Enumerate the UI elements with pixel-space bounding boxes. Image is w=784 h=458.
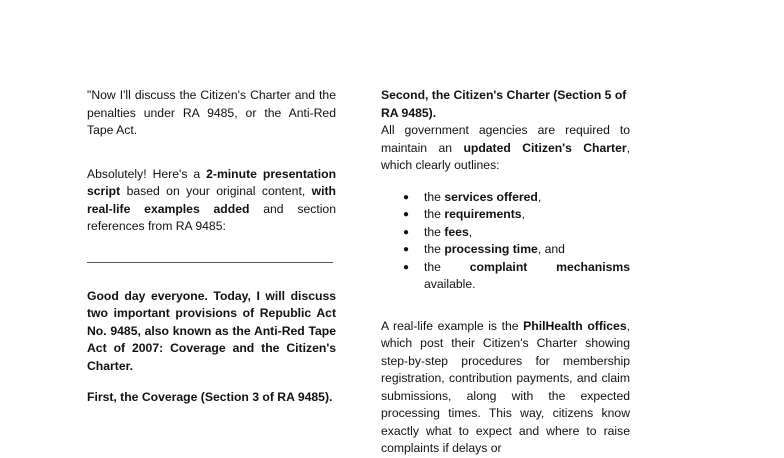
horizontal-divider <box>87 262 333 263</box>
list-item: ● the fees, <box>381 224 630 242</box>
right-column <box>381 87 630 458</box>
left-column <box>87 87 336 407</box>
list-item: ● the processing time, and <box>381 241 630 259</box>
coverage-heading: First, the Coverage (Section 3 of RA 9485). <box>87 390 333 404</box>
intro-paragraph: "Now I'll discuss the Citizen's Charter and the penalties under RA 9485, or the Anti-Red Tape Act. <box>87 88 336 137</box>
example-paragraph: A real-life example is the PhilHealth offices, which post their Citizen's Charter showing step-by-step procedures for membership registration, contribution payments, and claim submissions, along with the expected processing times. This way, citizens know exactly what to expect and where to raise complaints if delays or <box>381 318 630 455</box>
list-item: ● the services offered, <box>381 189 630 207</box>
list-item: ● the complaint mechanisms available. <box>403 259 630 291</box>
list-item: ● the requirements, <box>381 206 630 224</box>
charter-heading: Second, the Citizen's Charter (Section 5 of RA 9485). <box>381 88 627 120</box>
bullet-icon: ● <box>403 209 410 220</box>
speech-opening: Good day everyone. Today, I will discuss two important provisions of Republic Act No. 9485, also known as the Anti-Red Tape Act of 2007: Coverage and the Citizen's Charter. <box>87 288 336 373</box>
charter-bullet-list <box>381 189 630 294</box>
bullet-icon: ● <box>403 226 410 238</box>
bullet-icon: ● <box>403 244 410 255</box>
bullet-icon: ● <box>403 261 410 273</box>
bullet-icon: ● <box>403 191 410 203</box>
response-paragraph: Absolutely! Here's a 2-minute presentation script based on your original content, with real-life examples added and section references from RA 9485: <box>87 166 337 233</box>
charter-paragraph: All government agencies are required to maintain an updated Citizen's Charter, which clearly outlines: <box>381 123 630 172</box>
